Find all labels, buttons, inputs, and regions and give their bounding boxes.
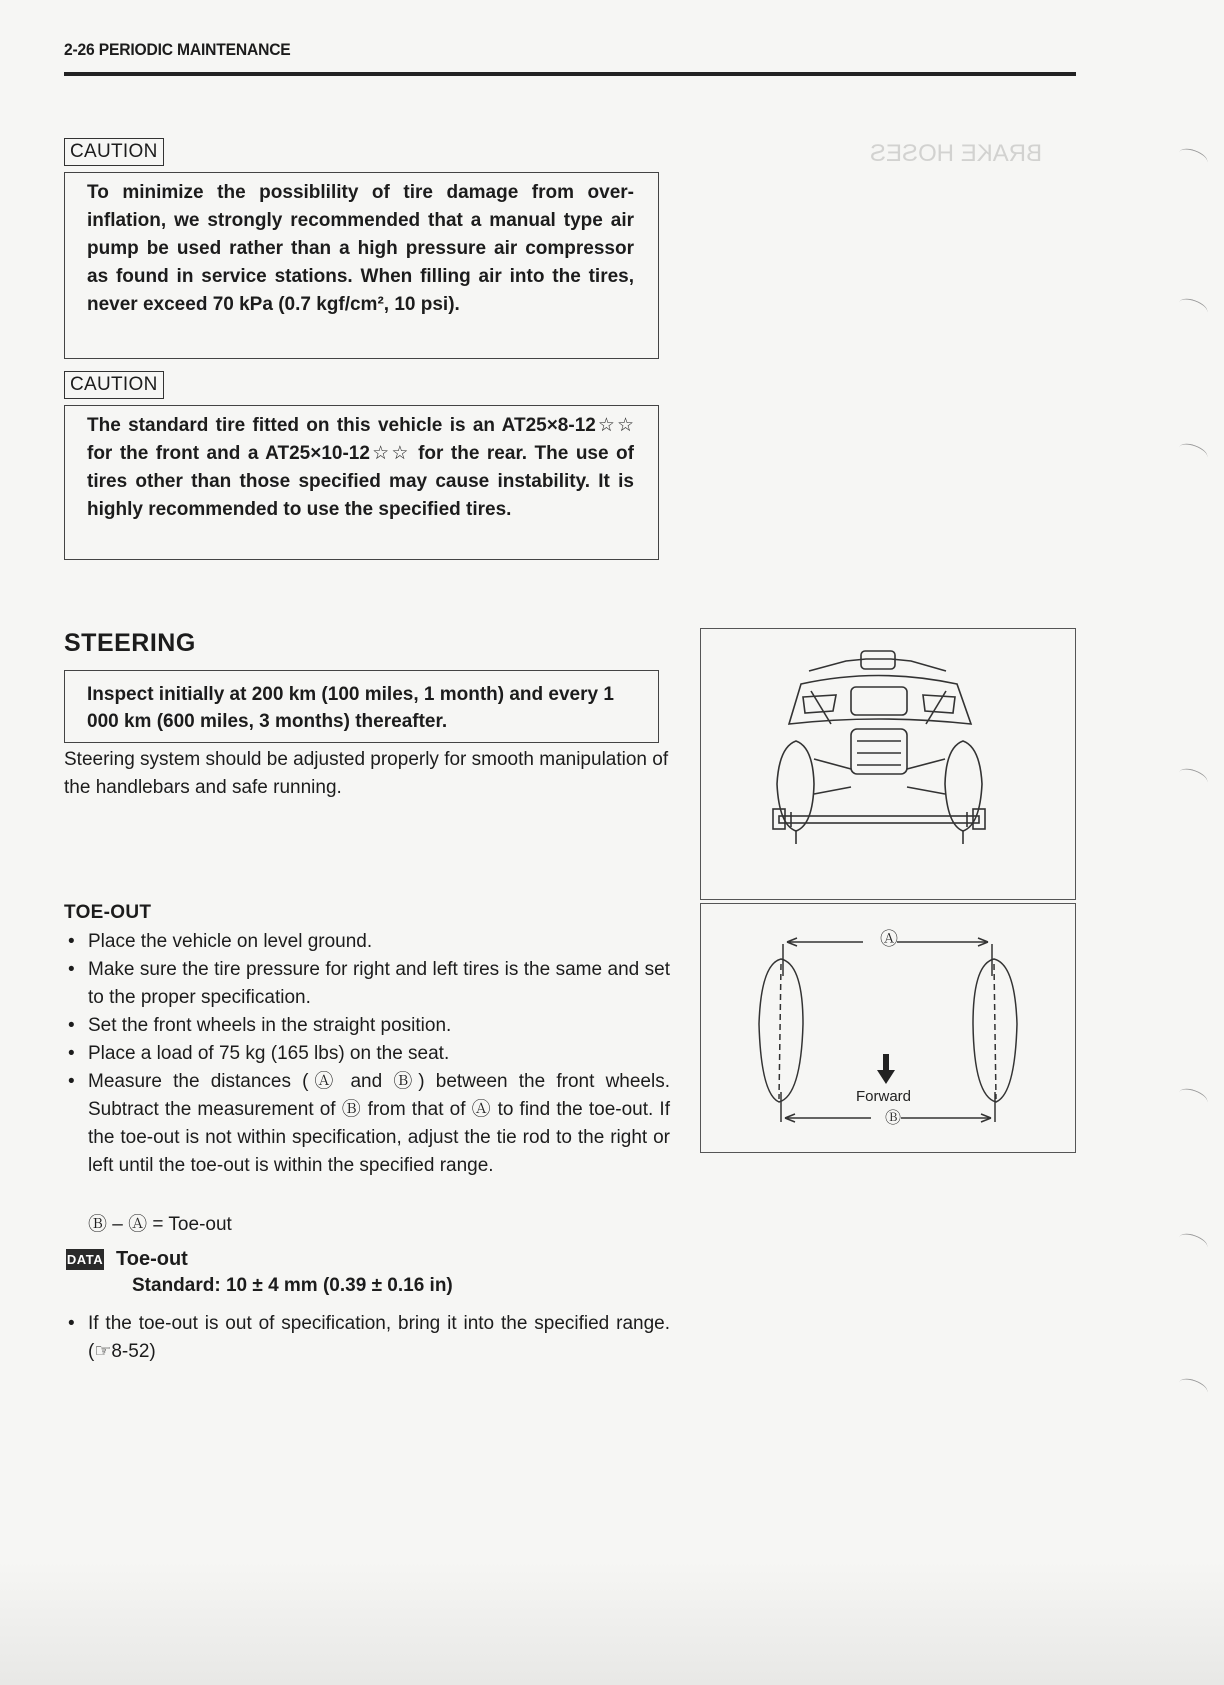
caution-text-2: The standard tire fitted on this vehicle is an AT25×8-12☆☆ for the front and a AT25×10-12☆☆ for the rear. The use of tires other than those specified may cause instability. It is highly recommended to use the specified tires. — [87, 415, 634, 520]
list-item: • Make sure the tire pressure for right and left tires is the same and set to the proper specification. — [64, 956, 670, 1012]
label-a: Ⓐ — [880, 929, 898, 950]
toe-out-illustration — [701, 904, 1074, 1151]
toe-out-standard: Standard: 10 ± 4 mm (0.39 ± 0.16 in) — [132, 1275, 453, 1296]
list-item: • Place a load of 75 kg (165 lbs) on the seat. — [64, 1040, 670, 1068]
list-item: • Set the front wheels in the straight position. — [64, 1012, 670, 1040]
toe-out-formula: Ⓑ – Ⓐ = Toe-out — [88, 1214, 232, 1235]
forward-arrow-icon — [877, 1054, 895, 1084]
atv-front-illustration — [701, 629, 1074, 898]
caution-label-1: CAUTION — [64, 138, 164, 166]
caution-text-1: To minimize the possiblility of tire damage from over-inflation, we strongly recommended that a manual type air pump be used rather than a high pressure air compressor as found in service stations. When filling air into the tires, never exceed 70 kPa (0.7 kgf/cm², 10 psi). — [87, 182, 634, 315]
page-edge-mark — [1176, 295, 1209, 319]
data-spec-row — [66, 1248, 188, 1271]
toe-out-diagram — [700, 903, 1076, 1153]
inspection-interval-text: Inspect initially at 200 km (100 miles, 1 month) and every 1 000 km (600 miles, 3 months) thereafter. — [87, 684, 614, 732]
steering-description: Steering system should be adjusted properly for smooth manipulation of the handlebars and safe running. — [64, 749, 669, 798]
caution-label-2: CAUTION — [64, 371, 164, 399]
caution-box-2 — [64, 405, 659, 560]
section-title-steering: STEERING — [64, 629, 196, 657]
page-bottom-shade — [0, 1560, 1224, 1685]
page-header — [64, 40, 1076, 76]
toe-out-final-step — [64, 1310, 670, 1366]
page-edge-mark — [1176, 145, 1209, 169]
page-edge-mark — [1176, 765, 1209, 789]
list-item: • If the toe-out is out of specification, bring it into the specified range. (☞8-52) — [64, 1310, 670, 1366]
page-edge-mark — [1176, 1375, 1209, 1399]
inspection-interval-box — [64, 670, 659, 743]
toe-out-steps — [64, 928, 670, 1180]
atv-front-view-figure — [700, 628, 1076, 900]
toe-out-heading: TOE-OUT — [64, 902, 152, 923]
caution-box-1 — [64, 172, 659, 359]
page-edge-mark — [1176, 440, 1209, 464]
data-spec-title: Toe-out — [116, 1248, 188, 1270]
list-item: • Place the vehicle on level ground. — [64, 928, 670, 956]
bleed-through-heading: BRAKE HOSES — [870, 140, 1043, 167]
label-b: Ⓑ — [885, 1108, 902, 1127]
forward-label: Forward — [856, 1088, 912, 1105]
list-item: • Measure the distances (Ⓐ and Ⓑ) between the front wheels. Subtract the measurement of Ⓑ from that of Ⓐ to find the toe-out. If the toe-out is not within specification, adjust the tie rod to the right or left until the toe-out is within the specified range. — [64, 1068, 670, 1180]
page-edge-mark — [1176, 1085, 1209, 1109]
page-edge-mark — [1176, 1230, 1209, 1254]
page-title: 2-26 PERIODIC MAINTENANCE — [64, 40, 291, 59]
data-icon: DATA — [66, 1249, 104, 1270]
